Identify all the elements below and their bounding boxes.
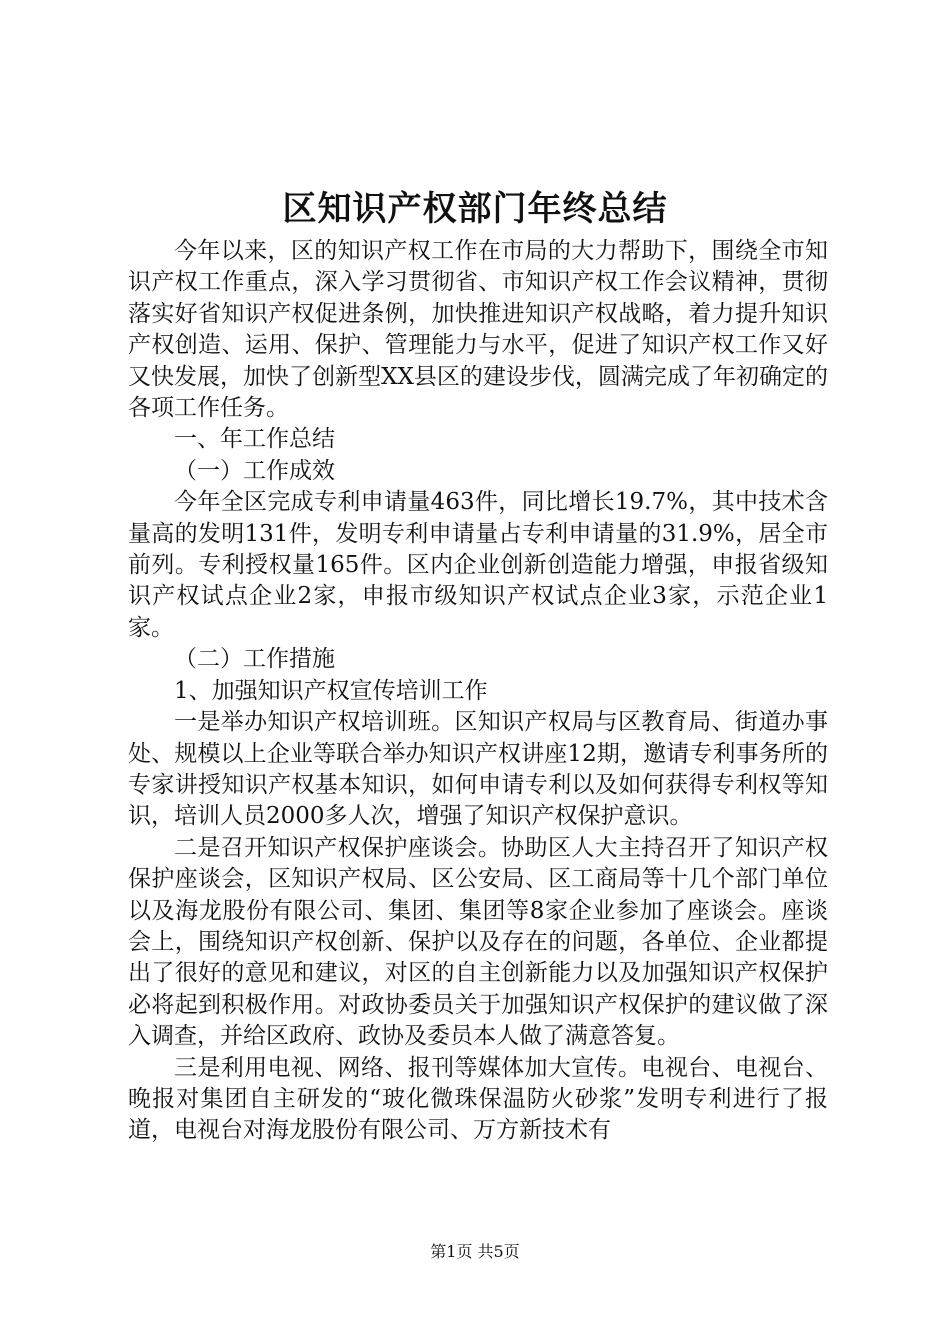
paragraph-intro: 今年以来，区的知识产权工作在市局的大力帮助下，围绕全市知识产权工作重点，深入学习贯彻省、市知识产权工作会议精神，贯彻落实好省知识产权促进条例，加快推进知识产权战略，着力提升知识产权创造、运用、保护、管理能力与水平，促进了知识产权工作又好又快发展，加快了创新型XX县区的建设步伐，圆满完成了年初确定的各项工作任务。: [128, 238, 828, 422]
page-number-footer: 第1页 共5页: [430, 1242, 520, 1261]
paragraph-media: 三是利用电视、网络、报刊等媒体加大宣传。电视台、电视台、晚报对集团自主研发的“玻化微珠保温防火砂浆”发明专利进行了报道，电视台对海龙股份有限公司、万方新技术有: [128, 1054, 828, 1144]
paragraph-training: 一是举办知识产权培训班。区知识产权局与区教育局、街道办事处、规模以上企业等联合举办知识产权讲座12期，邀请专利事务所的专家讲授知识产权基本知识，如何申请专利以及如何获得专利权等知识，培训人员2000多人次，增强了知识产权保护意识。: [128, 709, 828, 830]
paragraph-forum: 二是召开知识产权保护座谈会。协助区人大主持召开了知识产权保护座谈会，区知识产权局、区公安局、区工商局等十几个部门单位以及海龙股份有限公司、集团、集团等8家企业参加了座谈会。座谈会上，围绕知识产权创新、保护以及存在的问题，各单位、企业都提出了很好的意见和建议，对区的自主创新能力以及加强知识产权保护必将起到积极作用。对政协委员关于加强知识产权保护的建议做了深入调查，并给区政府、政协及委员本人做了满意答复。: [128, 834, 828, 1050]
section-heading: 一、年工作总结: [174, 426, 335, 453]
document-title: 区知识产权部门年终总结: [282, 189, 668, 229]
paragraph-results: 今年全区完成专利申请量463件，同比增长19.7%，其中技术含量高的发明131件，发明专利申请量占专利申请量的31.9%，居全市前列。专利授权量165件。区内企业创新创造能力增强，申报省级知识产权试点企业2家，申报市级知识产权试点企业3家，示范企业1家。: [128, 489, 828, 641]
subsection-heading: （一）工作成效: [174, 457, 335, 484]
subsection-heading: （二）工作措施: [174, 646, 335, 673]
item-heading: 1、加强知识产权宣传培训工作: [174, 677, 488, 704]
document-body: [128, 236, 828, 1147]
